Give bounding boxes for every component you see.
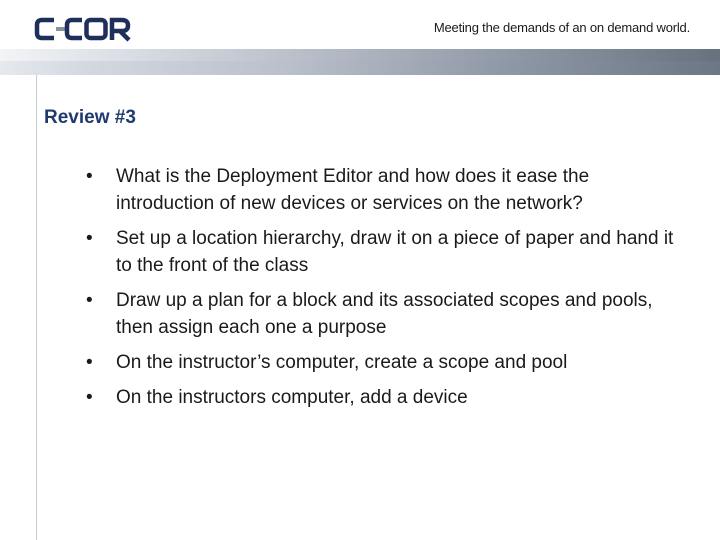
bullet-icon: • — [86, 387, 93, 408]
slide-title: Review #3 — [44, 107, 136, 128]
bullet-icon: • — [86, 290, 93, 311]
bullet-text: Draw up a plan for a block and its associated scopes and pools, then assign each one a purpose — [116, 290, 653, 338]
bullet-icon: • — [86, 166, 93, 187]
c-cor-logo — [34, 14, 144, 44]
header-gradient-highlight — [0, 49, 720, 61]
bullet-text: What is the Deployment Editor and how does it ease the introduction of new devices or services on the network? — [116, 166, 590, 214]
bullet-item — [86, 225, 676, 279]
bullet-text: On the instructors computer, add a device — [116, 387, 468, 408]
tagline: Meeting the demands of an on demand world. — [433, 20, 690, 35]
bullet-item — [86, 287, 676, 341]
bullet-icon: • — [86, 352, 93, 373]
left-divider — [36, 75, 37, 540]
bullet-item — [86, 163, 676, 217]
bullet-item — [86, 349, 676, 376]
bullet-text: On the instructor’s computer, create a scope and pool — [116, 352, 568, 373]
bullet-icon: • — [86, 228, 93, 249]
header — [0, 0, 720, 62]
bullet-list — [86, 163, 676, 419]
bullet-text: Set up a location hierarchy, draw it on a piece of paper and hand it to the front of the class — [116, 228, 674, 276]
bullet-item — [86, 384, 676, 411]
